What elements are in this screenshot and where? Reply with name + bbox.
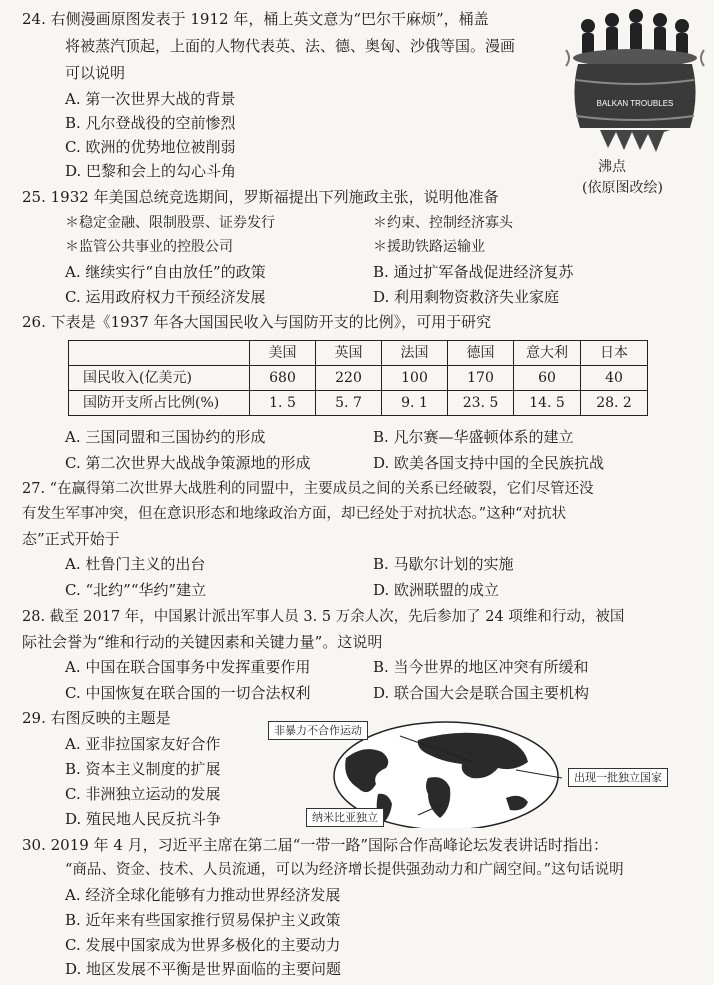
q29-option-d: D. 殖民地人民反抗斗争 bbox=[65, 810, 222, 828]
table-header-cell: 英国 bbox=[316, 341, 382, 366]
q27-option-d: D. 欧洲联盟的成立 bbox=[373, 581, 500, 599]
map-label-namibia: 纳米比亚独立 bbox=[306, 808, 384, 827]
q24-option-b: B. 凡尔登战役的空前惨烈 bbox=[65, 114, 236, 132]
q24-option-a: A. 第一次世界大战的背景 bbox=[65, 90, 236, 108]
q26-option-b: B. 凡尔赛—华盛顿体系的建立 bbox=[373, 428, 574, 446]
table-row bbox=[69, 391, 648, 416]
q27-stem-line2: 有发生军事冲突，但在意识形态和地缘政治方面，却已经处于对抗状态。”这种“对抗状 bbox=[22, 506, 567, 522]
q26-option-c: C. 第二次世界大战战争策源地的形成 bbox=[65, 454, 311, 472]
q30-option-a: A. 经济全球化能够有力推动世界经济发展 bbox=[65, 886, 341, 904]
q24-option-c: C. 欧洲的优势地位被削弱 bbox=[65, 138, 236, 156]
q30-option-c: C. 发展中国家成为世界多极化的主要动力 bbox=[65, 936, 341, 954]
q28-option-d: D. 联合国大会是联合国主要机构 bbox=[373, 684, 590, 702]
q27-option-c: C. “北约”“华约”建立 bbox=[65, 581, 207, 599]
q25-option-a: A. 继续实行“自由放任”的政策 bbox=[65, 263, 266, 281]
cartoon-note: (依原图改绘) bbox=[582, 180, 663, 196]
table-header-cell bbox=[69, 341, 250, 366]
q24-option-d: D. 巴黎和会上的勾心斗角 bbox=[65, 162, 237, 180]
table-cell: 23. 5 bbox=[448, 391, 514, 416]
q29-option-b: B. 资本主义制度的扩展 bbox=[65, 760, 221, 778]
table-row bbox=[69, 366, 648, 391]
q26-option-d: D. 欧美各国支持中国的全民族抗战 bbox=[373, 454, 605, 472]
q24-stem-line1: 24. 右侧漫画原图发表于 1912 年，桶上英文意为“巴尔干麻烦”，桶盖 bbox=[22, 10, 489, 28]
q25-option-d: D. 利用剩物资救济失业家庭 bbox=[373, 288, 560, 306]
q30-option-b: B. 近年来有些国家推行贸易保护主义政策 bbox=[65, 911, 341, 929]
q26-option-a: A. 三国同盟和三国协约的形成 bbox=[65, 428, 266, 446]
table-header-cell: 美国 bbox=[250, 341, 316, 366]
table-cell: 220 bbox=[316, 366, 382, 391]
q29-stem-line1: 29. 右图反映的主题是 bbox=[22, 709, 171, 727]
q24-stem-line2: 将被蒸汽顶起，上面的人物代表英、法、德、奥匈、沙俄等国。漫画 bbox=[65, 37, 516, 55]
q25-policy-3: ＊监管公共事业的控股公司 bbox=[65, 239, 233, 255]
barrel-text: BALKAN TROUBLES bbox=[596, 99, 674, 108]
boiling-point-cartoon bbox=[560, 6, 710, 154]
table-cell: 170 bbox=[448, 366, 514, 391]
table-cell: 40 bbox=[581, 366, 648, 391]
q30-stem-line2: “商品、资金、技术、人员流通，可以为经济增长提供强劲动力和广阔空间。”这句话说明 bbox=[65, 862, 624, 878]
table-cell: 680 bbox=[250, 366, 316, 391]
table-header-cell: 法国 bbox=[382, 341, 448, 366]
table-cell: 100 bbox=[382, 366, 448, 391]
table-cell: 14. 5 bbox=[514, 391, 581, 416]
q28-option-a: A. 中国在联合国事务中发挥重要作用 bbox=[65, 658, 311, 676]
table-header-row bbox=[69, 341, 648, 366]
q30-option-d: D. 地区发展不平衡是世界面临的主要问题 bbox=[65, 960, 342, 978]
q25-policy-4: ＊援助铁路运输业 bbox=[373, 239, 485, 255]
q29-option-a: A. 亚非拉国家友好合作 bbox=[65, 735, 221, 753]
q28-option-b: B. 当今世界的地区冲突有所缓和 bbox=[373, 658, 589, 676]
q28-stem-line1: 28. 截至 2017 年，中国累计派出军事人员 3. 5 万余人次，先后参加了 24 项维和行动，被国 bbox=[22, 609, 625, 625]
q27-stem-line3: 态”正式开始于 bbox=[22, 530, 120, 548]
table-header-cell: 日本 bbox=[581, 341, 648, 366]
map-label-noncooperation: 非暴力不合作运动 bbox=[268, 721, 368, 740]
q27-option-a: A. 杜鲁门主义的出台 bbox=[65, 555, 206, 573]
table-header-cell: 意大利 bbox=[514, 341, 581, 366]
q27-option-b: B. 马歇尔计划的实施 bbox=[373, 555, 514, 573]
cartoon-figures bbox=[581, 9, 689, 55]
map-label-independent-countries: 出现一批独立国家 bbox=[568, 768, 668, 787]
income-defense-table bbox=[68, 340, 648, 416]
table-cell: 9. 1 bbox=[382, 391, 448, 416]
q25-stem-line1: 25. 1932 年美国总统竞选期间，罗斯福提出下列施政主张，说明他准备 bbox=[22, 188, 499, 206]
table-cell: 28. 2 bbox=[581, 391, 648, 416]
table-header-cell: 德国 bbox=[448, 341, 514, 366]
q26-stem-line1: 26. 下表是《1937 年各大国国民收入与国防开支的比例》，可用于研究 bbox=[22, 313, 492, 331]
table-cell: 1. 5 bbox=[250, 391, 316, 416]
table-row-header: 国民收入(亿美元) bbox=[69, 366, 250, 391]
q25-option-b: B. 通过扩军备战促进经济复苏 bbox=[373, 263, 574, 281]
cartoon-caption: 沸点 bbox=[598, 159, 626, 175]
q28-stem-line2: 际社会誉为“维和行动的关键因素和关键力量”。这说明 bbox=[22, 633, 383, 651]
q29-option-c: C. 非洲独立运动的发展 bbox=[65, 785, 221, 803]
table-cell: 5. 7 bbox=[316, 391, 382, 416]
q27-stem-line1: 27. “在赢得第二次世界大战胜利的同盟中，主要成员之间的关系已经破裂，它们尽管还没 bbox=[22, 481, 594, 497]
q30-stem-line1: 30. 2019 年 4 月，习近平主席在第二届“一带一路”国际合作高峰论坛发表讲话时指出： bbox=[22, 836, 608, 854]
q24-stem-line3: 可以说明 bbox=[65, 64, 126, 82]
q25-policy-2: ＊约束、控制经济寡头 bbox=[373, 215, 513, 231]
table-cell: 60 bbox=[514, 366, 581, 391]
fire-icon bbox=[600, 130, 670, 152]
table-row-header: 国防开支所占比例(%) bbox=[69, 391, 250, 416]
q25-policy-1: ＊稳定金融、限制股票、证券发行 bbox=[65, 215, 275, 231]
q28-option-c: C. 中国恢复在联合国的一切合法权利 bbox=[65, 684, 311, 702]
q25-option-c: C. 运用政府权力干预经济发展 bbox=[65, 288, 266, 306]
